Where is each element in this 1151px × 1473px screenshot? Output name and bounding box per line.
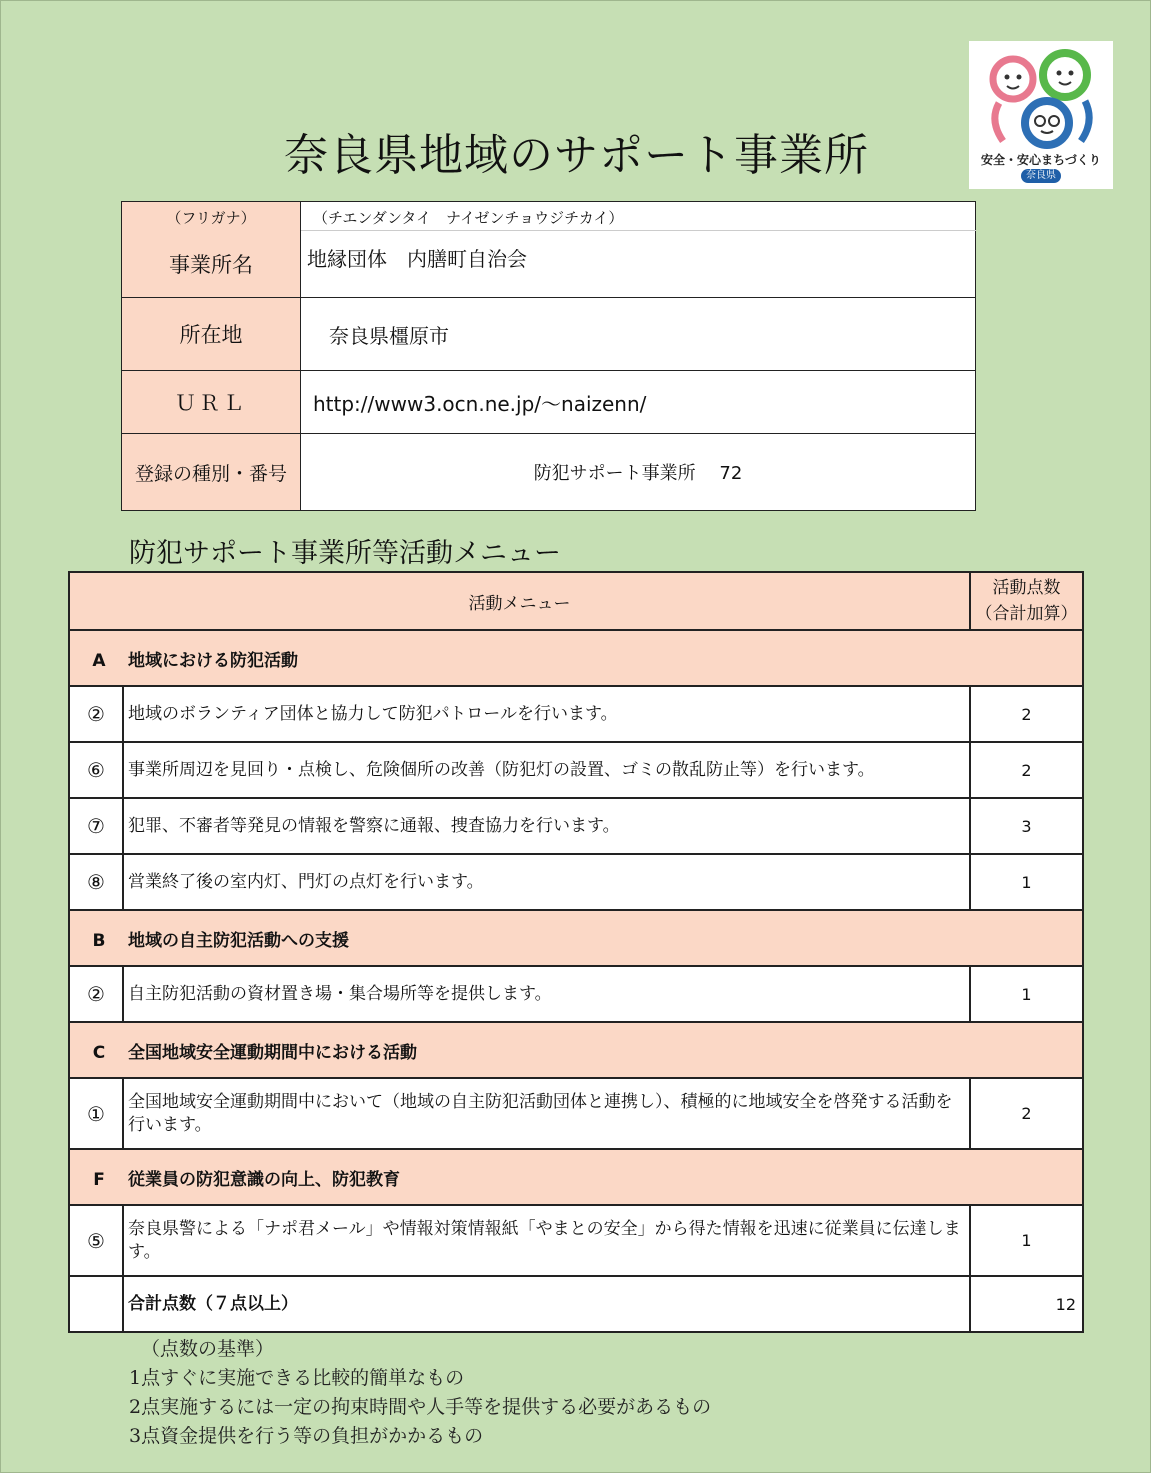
activity-row: [69, 686, 1083, 742]
logo-prefecture-badge: 奈良県: [1021, 169, 1061, 183]
furigana-value: （チエンダンタイ ナイゼンチョウジチカイ）: [301, 202, 976, 231]
section-title: 全国地域安全運動期間中における活動: [128, 1042, 417, 1063]
activity-header: 活動メニュー: [69, 572, 970, 630]
section-row: [69, 1149, 1083, 1205]
logo-tagline: 安全・安心まちづくり: [981, 153, 1101, 167]
activity-menu-table: [68, 571, 1084, 1333]
activity-number: ②: [69, 686, 123, 742]
activity-points: 3: [970, 798, 1083, 854]
activity-number: ⑦: [69, 798, 123, 854]
total-row: [69, 1276, 1083, 1332]
activity-points: 2: [970, 742, 1083, 798]
page-title: 奈良県地域のサポート事業所: [284, 130, 869, 181]
section-code: C: [92, 1042, 106, 1063]
criteria-line: 2点実施するには一定の拘束時間や人手等を提供する必要があるもの: [129, 1396, 712, 1418]
scoring-criteria: [129, 1335, 711, 1451]
business-info-table: [121, 201, 976, 511]
total-label: 合計点数（７点以上）: [123, 1276, 970, 1332]
activity-points: 1: [970, 966, 1083, 1022]
activity-points: 1: [970, 854, 1083, 910]
activity-number: ①: [69, 1078, 123, 1149]
criteria-line: 3点資金提供を行う等の負担がかかるもの: [129, 1425, 484, 1447]
activity-points: 2: [970, 686, 1083, 742]
section-code: F: [93, 1169, 105, 1190]
location-label: 所在地: [122, 298, 301, 371]
activity-number: ②: [69, 966, 123, 1022]
section-row: [69, 910, 1083, 966]
section-row: [69, 630, 1083, 686]
activity-text: 地域のボランティア団体と協力して防犯パトロールを行います。: [123, 686, 970, 742]
section-row: [69, 1022, 1083, 1078]
activity-number: ⑤: [69, 1205, 123, 1276]
name-value: 地縁団体 内膳町自治会: [301, 231, 976, 298]
url-label: ＵＲＬ: [122, 371, 301, 434]
activity-row: [69, 798, 1083, 854]
logo-mascot-icon: [969, 41, 1113, 151]
activity-menu-title: 防犯サポート事業所等活動メニュー: [129, 538, 561, 569]
url-value[interactable]: http://www3.ocn.ne.jp/～naizenn/: [301, 371, 976, 434]
location-value: 奈良県橿原市: [301, 298, 976, 371]
activity-number: ⑧: [69, 854, 123, 910]
activity-row: [69, 1078, 1083, 1149]
registration-value: 防犯サポート事業所 72: [301, 434, 976, 511]
activity-number: ⑥: [69, 742, 123, 798]
activity-row: [69, 966, 1083, 1022]
points-header: 活動点数 （合計加算）: [970, 572, 1083, 630]
prefecture-logo: [969, 41, 1113, 189]
section-code: A: [92, 650, 106, 671]
criteria-line: 1点すぐに実施できる比較的簡単なもの: [129, 1367, 465, 1389]
section-title: 地域の自主防犯活動への支援: [128, 930, 349, 951]
total-value: 12: [970, 1276, 1083, 1332]
activity-text: 犯罪、不審者等発見の情報を警察に通報、捜査協力を行います。: [123, 798, 970, 854]
registration-label: 登録の種別・番号: [122, 434, 301, 511]
activity-row: [69, 742, 1083, 798]
activity-row: [69, 1205, 1083, 1276]
activity-text: 全国地域安全運動期間中において（地域の自主防犯活動団体と連携し）、積極的に地域安全を啓発する活動を行います。: [123, 1078, 970, 1149]
furigana-label: （フリガナ）: [122, 202, 301, 231]
activity-points: 1: [970, 1205, 1083, 1276]
activity-text: 営業終了後の室内灯、門灯の点灯を行います。: [123, 854, 970, 910]
activity-text: 奈良県警による「ナポ君メール」や情報対策情報紙「やまとの安全」から得た情報を迅速に従業員に伝達します。: [123, 1205, 970, 1276]
section-title: 地域における防犯活動: [128, 650, 298, 671]
activity-text: 自主防犯活動の資材置き場・集合場所等を提供します。: [123, 966, 970, 1022]
activity-points: 2: [970, 1078, 1083, 1149]
section-code: B: [92, 930, 106, 951]
section-title: 従業員の防犯意識の向上、防犯教育: [128, 1169, 400, 1190]
criteria-heading: （点数の基準）: [141, 1338, 275, 1360]
activity-row: [69, 854, 1083, 910]
activity-text: 事業所周辺を見回り・点検し、危険個所の改善（防犯灯の設置、ゴミの散乱防止等）を行います。: [123, 742, 970, 798]
name-label: 事業所名: [122, 231, 301, 298]
